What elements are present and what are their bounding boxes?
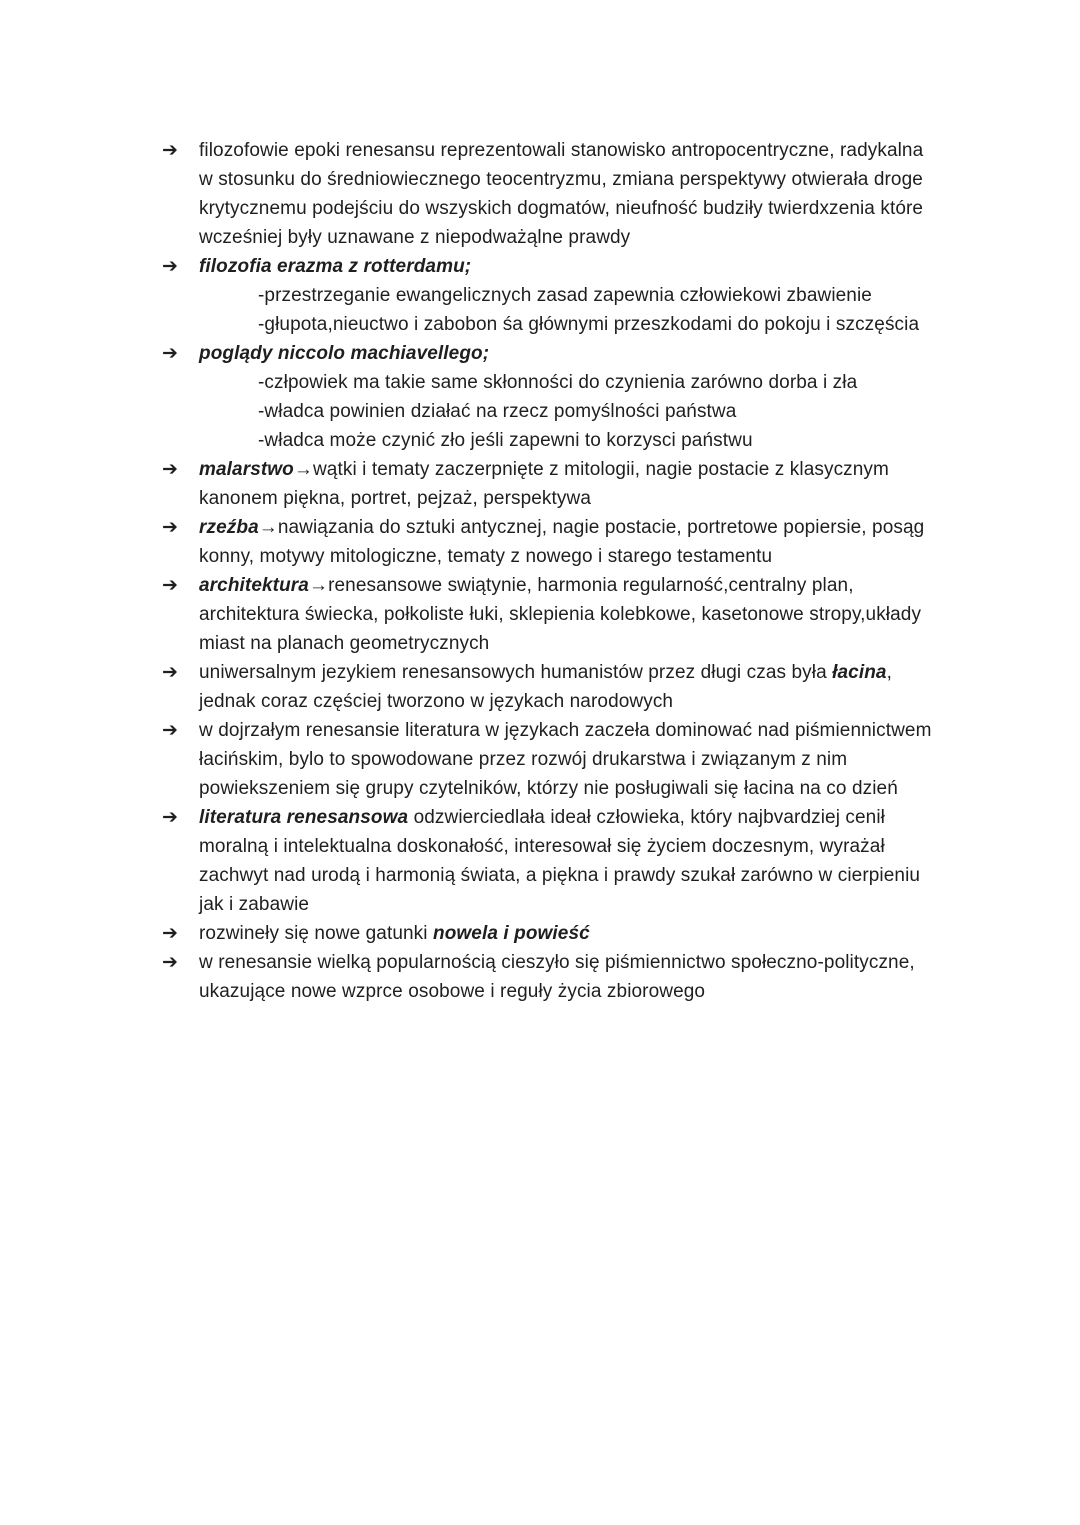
arrow-bullet-icon: ➔ bbox=[162, 807, 179, 828]
emphasis-text: architektura bbox=[199, 575, 309, 596]
body-text: odzwierciedlała ideał człowieka, który najbvardziej cenił moralną i intelektualna doskonałość, interesował się życiem doczesnym, wyrażał zachwyt nad urodą i harmonią świata, a piękna i prawdy szukał zarówno w cierpieniu jak i zabawie bbox=[199, 807, 921, 915]
body-text: →nawiązania do sztuki antycznej, nagie postacie, portretowe popiersie, posąg konny, motywy mitologiczne, tematy z nowego i starego testamentu bbox=[199, 517, 925, 567]
emphasis-text: poglądy niccolo machiavellego; bbox=[199, 343, 490, 364]
list-item bbox=[162, 455, 934, 513]
item-text bbox=[199, 513, 934, 571]
sub-item: -człpowiek ma takie same skłonności do czynienia zarówno dorba i zła bbox=[258, 372, 858, 393]
list-item bbox=[162, 513, 934, 571]
arrow-bullet-icon: ➔ bbox=[162, 517, 179, 538]
sub-item: -władca może czynić zło jeśli zapewni to korzysci państwu bbox=[258, 430, 753, 451]
list-item bbox=[162, 252, 934, 339]
list-item bbox=[162, 339, 934, 455]
body-text: , jednak coraz częściej tworzono w językach narodowych bbox=[199, 662, 892, 712]
item-text bbox=[199, 716, 934, 803]
arrow-bullet-icon: ➔ bbox=[162, 923, 179, 944]
item-text bbox=[199, 136, 934, 252]
body-text: filozofowie epoki renesansu reprezentowali stanowisko antropocentryczne, radykalna w stosunku do średniowiecznego teocentryzmu, zmiana perspektywy otwierała droge krytycznemu podejściu do wszyskich dogmatów, nieufność budziły twierdxzenia które wcześniej były uznawane z niepodważąlne prawdy bbox=[199, 140, 924, 248]
item-text bbox=[199, 455, 934, 513]
list-item bbox=[162, 948, 934, 1006]
body-text: w renesansie wielką popularnością cieszyło się piśmiennictwo społeczno-polityczne, ukazujące nowe wzprce osobowe i reguły życia zbiorowego bbox=[199, 952, 915, 1002]
emphasis-text: nowela i powieść bbox=[432, 923, 590, 944]
emphasis-text: malarstwo bbox=[199, 459, 294, 480]
item-text bbox=[199, 948, 934, 1006]
sub-item: -głupota,nieuctwo i zabobon śa głównymi przeszkodami do pokoju i szczęścia bbox=[258, 314, 920, 335]
body-text: w dojrzałym renesansie literatura w językach zaczeła dominować nad piśmiennictwem łacińskim, bylo to spowodowane przez rozwój drukarstwa i związanym z nim powiekszeniem się grupy czytelników, którzy nie posługiwali się łacina na co dzień bbox=[199, 720, 932, 799]
arrow-bullet-icon: ➔ bbox=[162, 952, 179, 973]
arrow-bullet-icon: ➔ bbox=[162, 662, 179, 683]
list-item bbox=[162, 658, 934, 716]
body-text: uniwersalnym jezykiem renesansowych humanistów przez długi czas była bbox=[199, 662, 833, 683]
item-text bbox=[199, 658, 934, 716]
list-item bbox=[162, 136, 934, 252]
list-item bbox=[162, 571, 934, 658]
list-item bbox=[162, 919, 934, 948]
item-text bbox=[199, 252, 934, 339]
notes-list bbox=[162, 136, 934, 1006]
emphasis-text: literatura renesansowa bbox=[199, 807, 409, 828]
arrow-bullet-icon: ➔ bbox=[162, 459, 179, 480]
arrow-bullet-icon: ➔ bbox=[162, 720, 179, 741]
body-text: rozwineły się nowe gatunki bbox=[199, 923, 433, 944]
item-text bbox=[199, 919, 934, 948]
list-item bbox=[162, 803, 934, 919]
body-text: →renesansowe swiątynie, harmonia regularność,centralny plan, architektura świecka, połkoliste łuki, sklepienia kolebkowe, kasetonowe stropy,układy miast na planach geometrycznych bbox=[199, 575, 922, 654]
emphasis-text: filozofia erazma z rotterdamu; bbox=[199, 256, 472, 277]
sub-item: -władca powinien działać na rzecz pomyślności państwa bbox=[258, 401, 737, 422]
body-text: →wątki i tematy zaczerpnięte z mitologii, nagie postacie z klasycznym kanonem piękna, portret, pejzaż, perspektywa bbox=[199, 459, 889, 509]
list-item bbox=[162, 716, 934, 803]
arrow-bullet-icon: ➔ bbox=[162, 256, 179, 277]
item-text bbox=[199, 571, 934, 658]
sub-item: -przestrzeganie ewangelicznych zasad zapewnia człowiekowi zbawienie bbox=[258, 285, 872, 306]
emphasis-text: łacina bbox=[832, 662, 887, 683]
arrow-bullet-icon: ➔ bbox=[162, 140, 179, 161]
item-text bbox=[199, 803, 934, 919]
arrow-bullet-icon: ➔ bbox=[162, 575, 179, 596]
item-text bbox=[199, 339, 934, 455]
arrow-bullet-icon: ➔ bbox=[162, 343, 179, 364]
emphasis-text: rzeźba bbox=[199, 517, 259, 538]
